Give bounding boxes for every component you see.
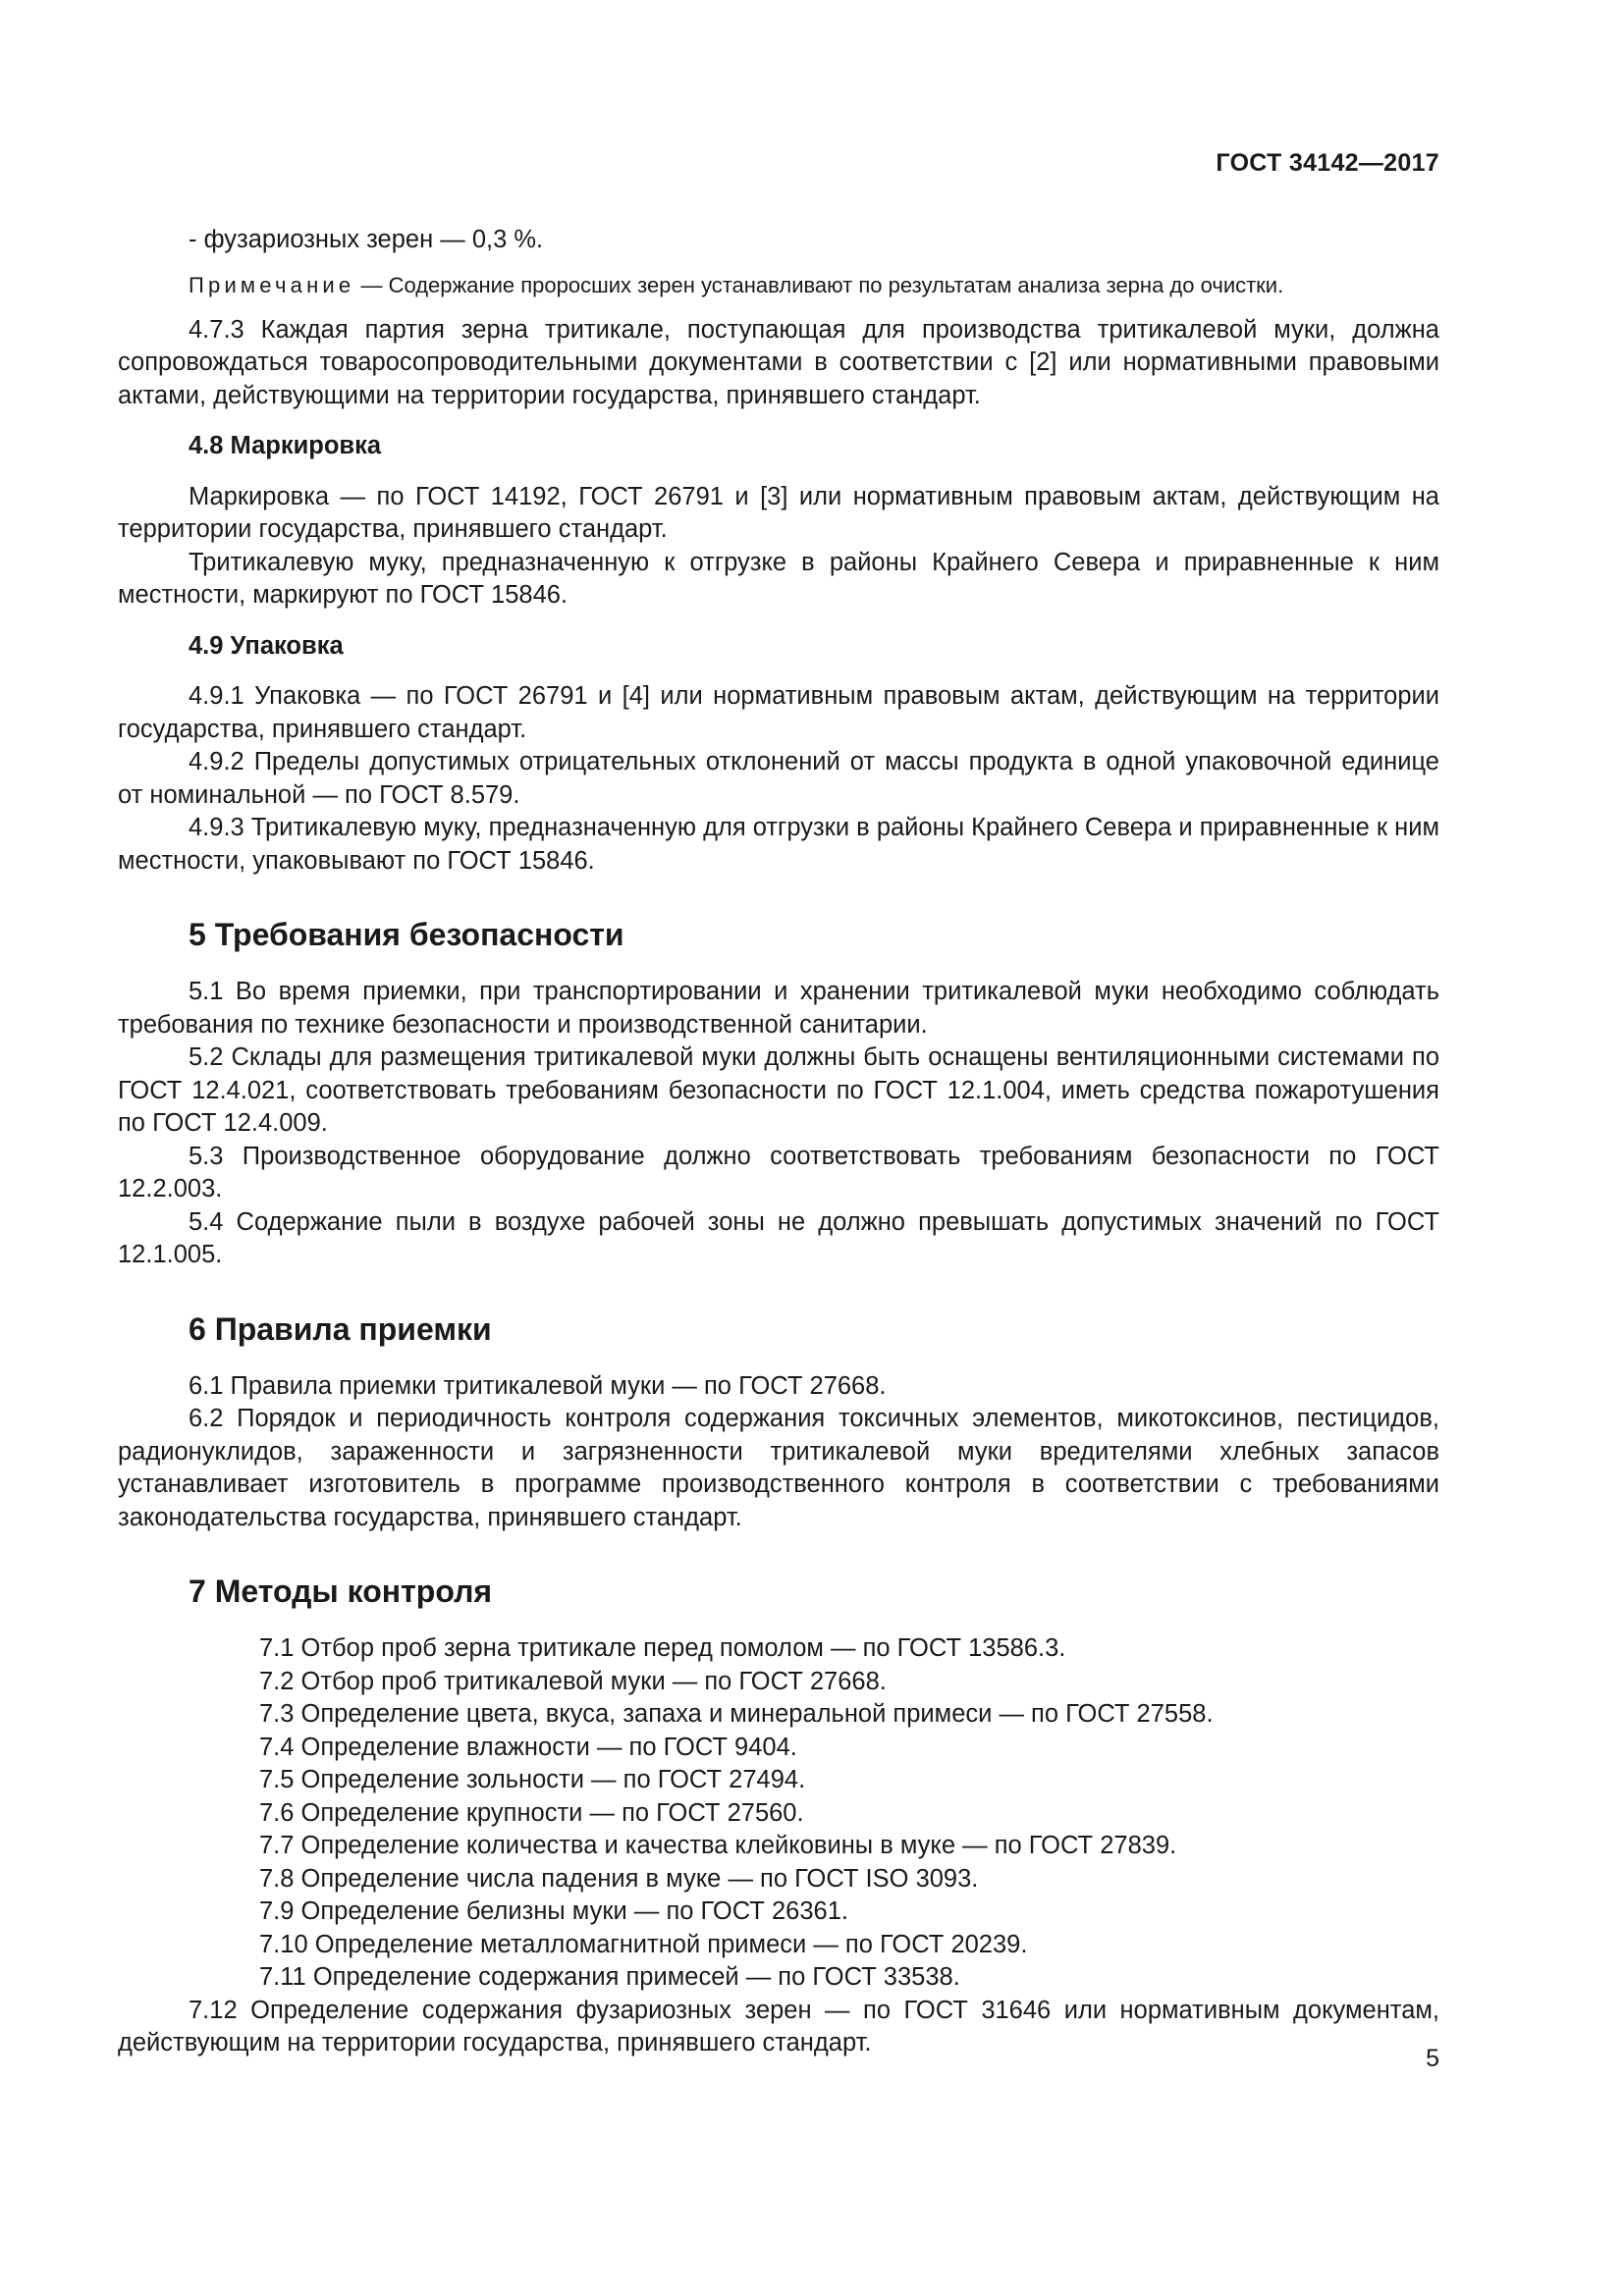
paragraph-5-4: 5.4 Содержание пыли в воздухе рабочей зоны не должно превышать допустимых значений по ГОСТ 12.1.005. xyxy=(118,1207,1439,1268)
subsection-title-4-9: 4.9 Упаковка xyxy=(189,631,344,660)
list-item: 7.4 Определение влажности — по ГОСТ 9404. xyxy=(259,1733,797,1761)
list-item: 7.6 Определение крупности — по ГОСТ 27560. xyxy=(259,1798,804,1827)
standard-number-header: ГОСТ 34142—2017 xyxy=(1216,149,1439,177)
paragraph-4-7-3: 4.7.3 Каждая партия зерна тритикале, поступающая для производства тритикалевой муки, должна сопровождаться товаросопроводительными документами в соответствии с [2] или нормативными правовыми актами, действующими на территории государства, принявшего стандарт. xyxy=(118,315,1439,409)
page-number: 5 xyxy=(1426,2045,1439,2072)
paragraph-7-12: 7.12 Определение содержания фузариозных зерен — по ГОСТ 31646 или нормативным документам, действующим на территории государства, принявшего стандарт. xyxy=(118,1996,1439,2056)
note xyxy=(118,271,1439,300)
section-title-7: 7 Методы контроля xyxy=(189,1574,493,1609)
paragraph-4-9-2: 4.9.2 Пределы допустимых отрицательных отклонений от массы продукта в одной упаковочной единице от номинальной — по ГОСТ 8.579. xyxy=(118,748,1439,809)
paragraph-5-3: 5.3 Производственное оборудование должно соответствовать требованиям безопасности по ГОСТ 12.2.003. xyxy=(118,1142,1439,1202)
paragraph-5-1: 5.1 Во время приемки, при транспортировании и хранении тритикалевой муки необходимо соблюдать требования по технике безопасности и производственной санитарии. xyxy=(118,978,1439,1039)
list-item: 7.9 Определение белизны муки — по ГОСТ 26361. xyxy=(259,1897,848,1925)
paragraph-4-8-1: Маркировка — по ГОСТ 14192, ГОСТ 26791 и [3] или нормативным правовым актам, действующим на территории государства, принявшего стандарт. xyxy=(118,482,1439,543)
methods-list xyxy=(118,1632,1439,1995)
section-title-5: 5 Требования безопасности xyxy=(189,917,624,952)
paragraph-6-2: 6.2 Порядок и периодичность контроля содержания токсичных элементов, микотоксинов, пестицидов, радионуклидов, зараженности и загрязненности тритикалевой муки вредителями хлебных запасов устанавливает изготовитель в программе производственного контроля в соответствии с требованиями законодательства государства, принявшего стандарт. xyxy=(118,1405,1439,1531)
paragraph-6-1: 6.1 Правила приемки тритикалевой муки — по ГОСТ 27668. xyxy=(189,1371,887,1400)
list-item: 7.5 Определение зольности — по ГОСТ 27494. xyxy=(259,1766,806,1793)
paragraph-4-8-2: Тритикалевую муку, предназначенную к отгрузке в районы Крайнего Севера и приравненные к ним местности, маркируют по ГОСТ 15846. xyxy=(118,548,1439,609)
list-item: 7.8 Определение числа падения в муке — по ГОСТ ISO 3093. xyxy=(259,1864,979,1893)
list-item: 7.3 Определение цвета, вкуса, запаха и минеральной примеси — по ГОСТ 27558. xyxy=(259,1700,1214,1728)
subsection-title-4-8: 4.8 Маркировка xyxy=(189,432,382,459)
note-label: Примечание xyxy=(189,272,355,297)
list-item: 7.7 Определение количества и качества клейковины в муке — по ГОСТ 27839. xyxy=(259,1832,1177,1859)
paragraph-4-9-3: 4.9.3 Тритикалевую муку, предназначенную для отгрузки в районы Крайнего Севера и приравненные к ним местности, упаковывают по ГОСТ 15846. xyxy=(118,814,1439,875)
paragraph-5-2: 5.2 Склады для размещения тритикалевой муки должны быть оснащены вентиляционными системами по ГОСТ 12.4.021, соответствовать требованиям безопасности по ГОСТ 12.1.004, иметь средства пожаротушения по ГОСТ 12.4.009. xyxy=(118,1043,1439,1137)
paragraph-4-9-1: 4.9.1 Упаковка — по ГОСТ 26791 и [4] или нормативным правовым актам, действующим на территории государства, принявшего стандарт. xyxy=(118,682,1439,743)
list-item: 7.2 Отбор проб тритикалевой муки — по ГОСТ 27668. xyxy=(259,1667,887,1695)
document-body xyxy=(118,224,1439,2060)
list-item: 7.11 Определение содержания примесей — по ГОСТ 33538. xyxy=(259,1963,960,1991)
bullet-fusarium: - фузариозных зерен — 0,3 %. xyxy=(189,226,544,253)
list-item: 7.1 Отбор проб зерна тритикале перед помолом — по ГОСТ 13586.3. xyxy=(259,1634,1066,1662)
note-text: — Содержание проросших зерен устанавливают по результатам анализа зерна до очистки. xyxy=(354,272,1284,297)
list-item: 7.10 Определение металломагнитной примеси — по ГОСТ 20239. xyxy=(259,1930,1028,1958)
section-title-6: 6 Правила приемки xyxy=(189,1310,492,1347)
